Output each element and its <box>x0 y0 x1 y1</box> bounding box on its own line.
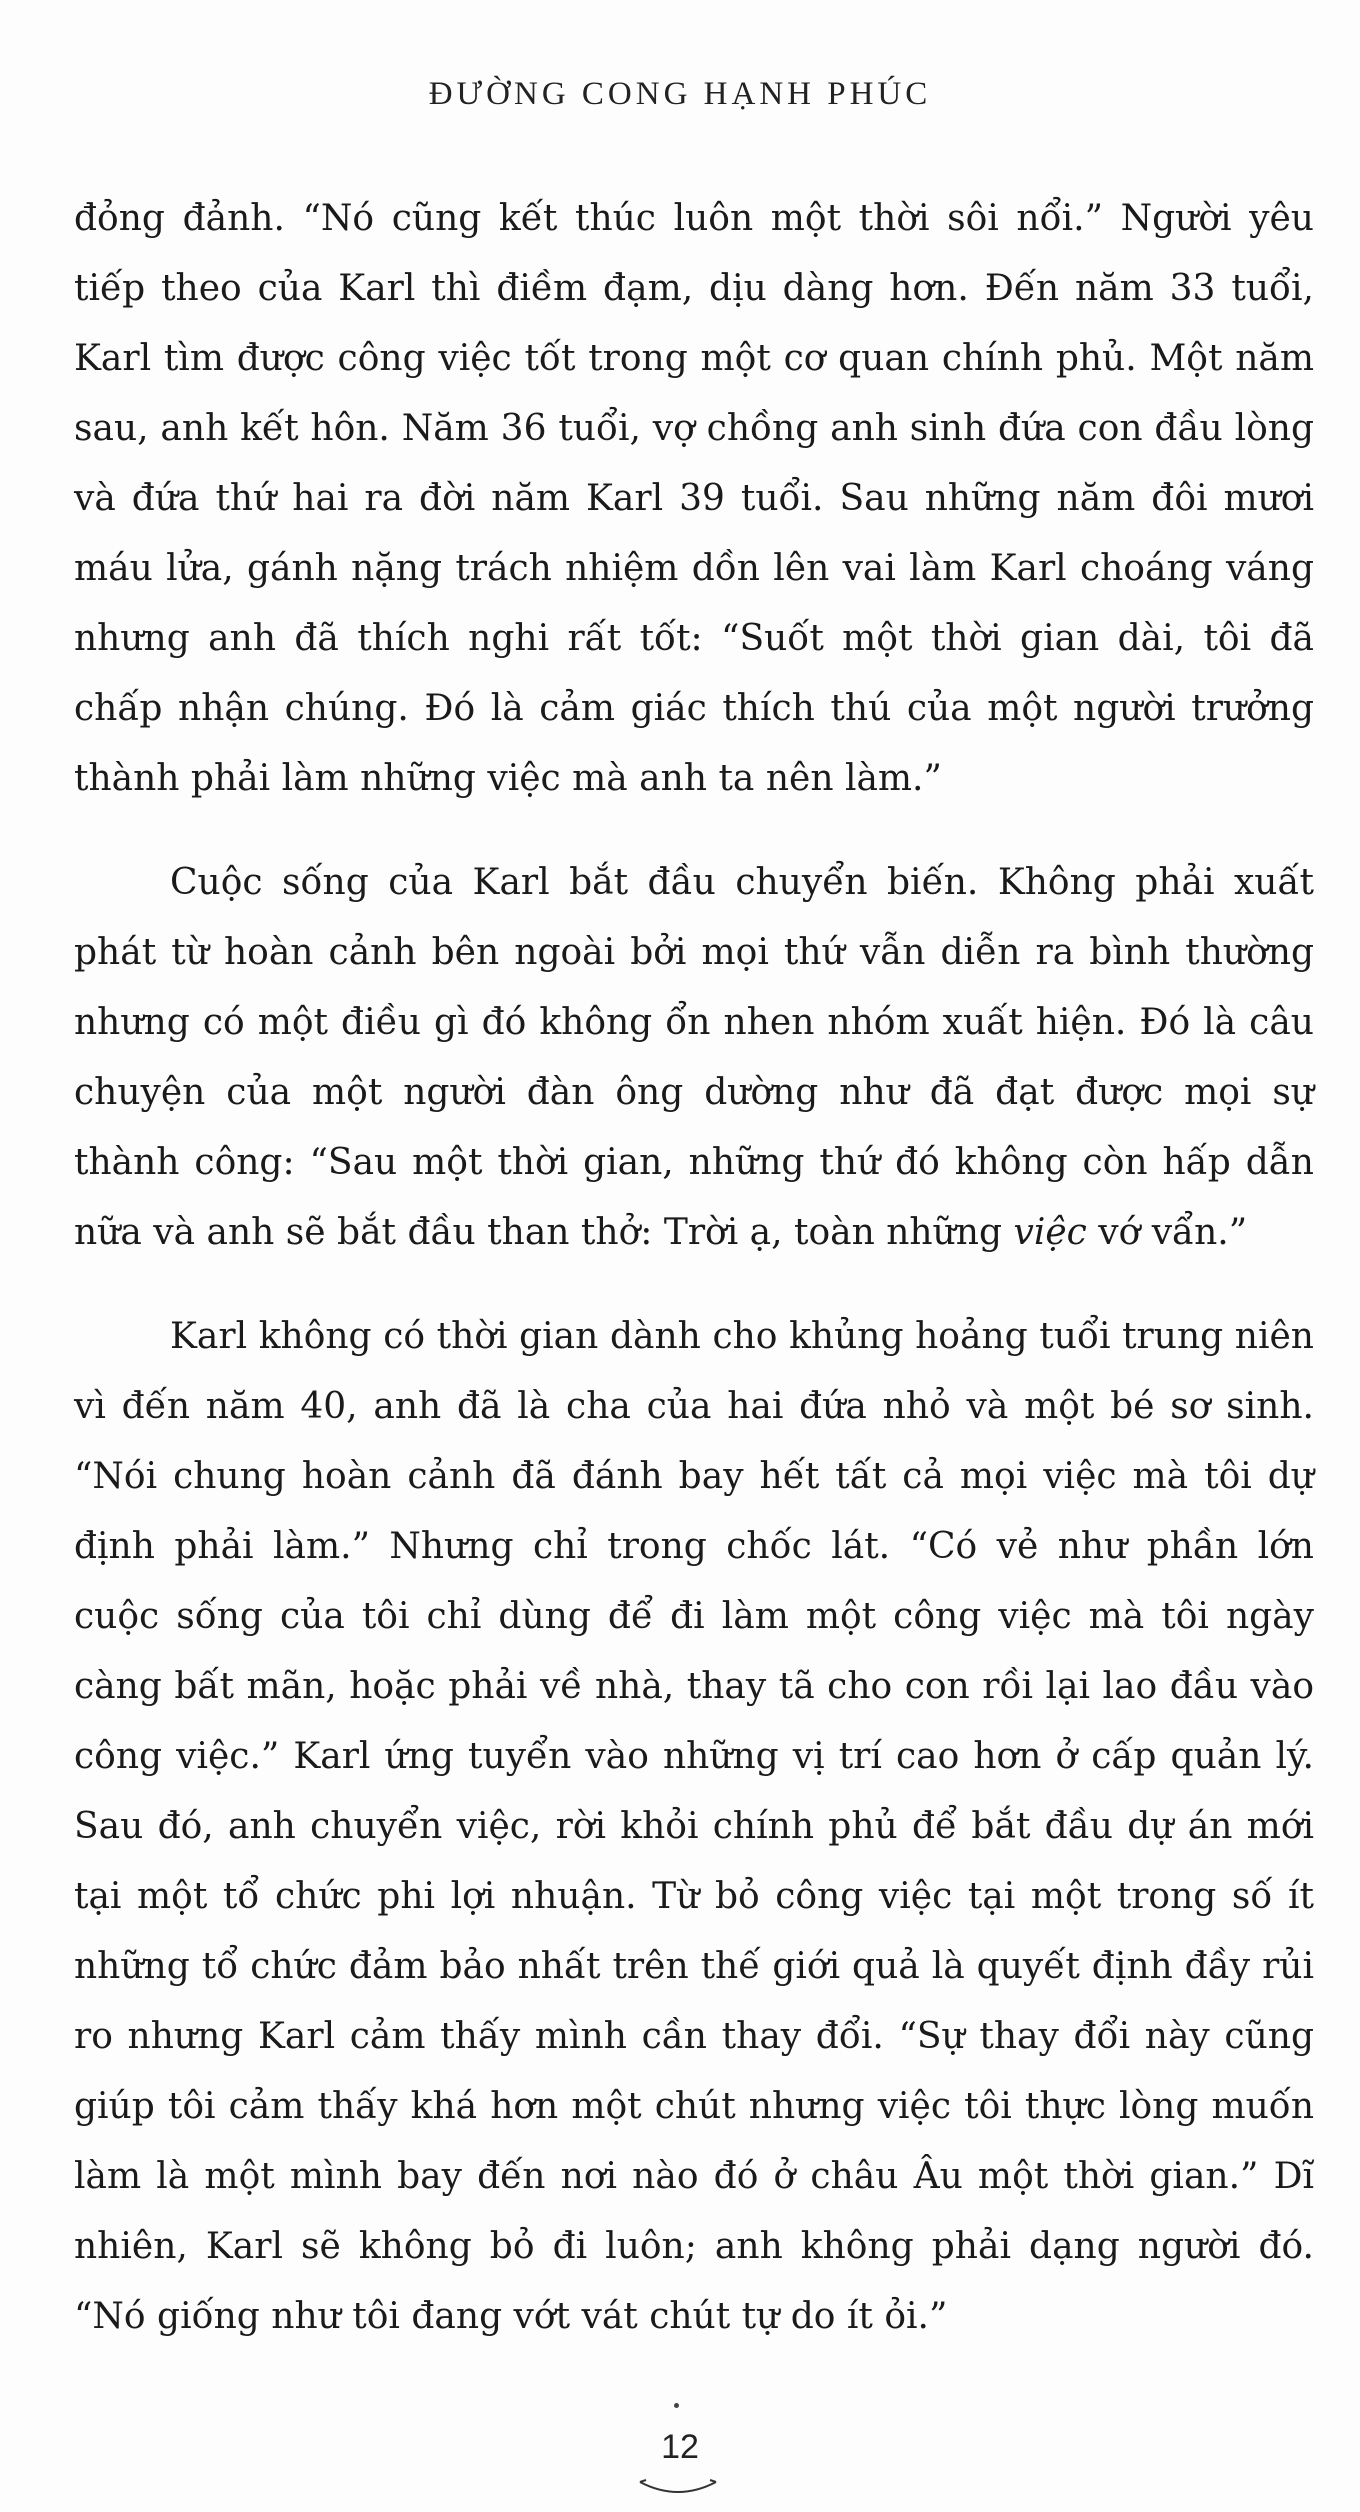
paragraph-2-italic-word: việc <box>1013 1212 1087 1253</box>
running-head-title: ĐƯỜNG CONG HẠNH PHÚC <box>428 76 932 112</box>
page-number-dot-ornament <box>674 2403 679 2408</box>
page-number-swash-ornament <box>636 2476 720 2500</box>
paragraph-1: đỏng đảnh. “Nó cũng kết thúc luôn một thời sôi nổi.” Người yêu tiếp theo của Karl thì điềm đạm, dịu dàng hơn. Đến năm 33 tuổi, Karl tìm được công việc tốt trong một cơ quan chính phủ. Một năm sau, anh kết hôn. Năm 36 tuổi, vợ chồng anh sinh đứa con đầu lòng và đứa thứ hai ra đời năm Karl 39 tuổi. Sau những năm đôi mươi máu lửa, gánh nặng trách nhiệm dồn lên vai làm Karl choáng váng nhưng anh đã thích nghi rất tốt: “Suốt một thời gian dài, tôi đã chấp nhận chúng. Đó là cảm giác thích thú của một người trưởng thành phải làm những việc mà anh ta nên làm.” <box>74 198 1314 799</box>
paragraph-2 <box>74 848 1314 1268</box>
body-text <box>74 184 1314 2352</box>
paragraph-2-text: Cuộc sống của Karl bắt đầu chuyển biến. Không phải xuất phát từ hoàn cảnh bên ngoài bởi mọi thứ vẫn diễn ra bình thường nhưng có một điều gì đó không ổn nhen nhóm xuất hiện. Đó là câu chuyện của một người đàn ông dường như đã đạt được mọi sự thành công: “Sau một thời gian, những thứ đó không còn hấp dẫn nữa và anh sẽ bắt đầu than thở: Trời ạ, toàn những <box>74 862 1314 1253</box>
page-number: 12 <box>661 2428 699 2466</box>
paragraph-3: Karl không có thời gian dành cho khủng hoảng tuổi trung niên vì đến năm 40, anh đã là cha của hai đứa nhỏ và một bé sơ sinh. “Nói chung hoàn cảnh đã đánh bay hết tất cả mọi việc mà tôi dự định phải làm.” Nhưng chỉ trong chốc lát. “Có vẻ như phần lớn cuộc sống của tôi chỉ dùng để đi làm một công việc mà tôi ngày càng bất mãn, hoặc phải về nhà, thay tã cho con rồi lại lao đầu vào công việc.” Karl ứng tuyển vào những vị trí cao hơn ở cấp quản lý. Sau đó, anh chuyển việc, rời khỏi chính phủ để bắt đầu dự án mới tại một tổ chức phi lợi nhuận. Từ bỏ công việc tại một trong số ít những tổ chức đảm bảo nhất trên thế giới quả là quyết định đầy rủi ro nhưng Karl cảm thấy mình cần thay đổi. “Sự thay đổi này cũng giúp tôi cảm thấy khá hơn một chút nhưng việc tôi thực lòng muốn làm là một mình bay đến nơi nào đó ở châu Âu một thời gian.” Dĩ nhiên, Karl sẽ không bỏ đi luôn; anh không phải dạng người đó. “Nó giống như tôi đang vớt vát chút tự do ít ỏi.” <box>74 1316 1314 2337</box>
paragraph-2-text-end: vớ vẩn.” <box>1086 1212 1248 1253</box>
